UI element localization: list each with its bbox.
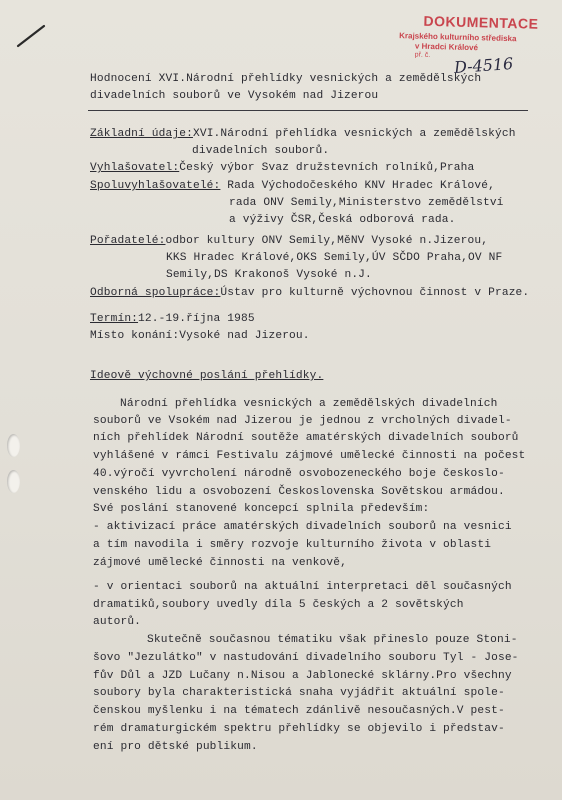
coannouncer-row xyxy=(90,180,495,192)
basic-info-row xyxy=(90,128,516,140)
cooperation-row xyxy=(90,287,529,299)
stamp-title: DOKUMENTACE xyxy=(423,12,539,32)
paragraph-line: rém dramaturgickém spektru přehlídky se objevilo i představ- xyxy=(93,723,505,735)
bullet-line: autorů. xyxy=(93,616,142,628)
paragraph-line: ení pro dětské publikum. xyxy=(93,741,258,753)
title-divider xyxy=(88,110,528,111)
stamp-line: př. č. xyxy=(414,51,431,59)
paragraph-line: Své poslání stanovené koncepcí splnila především: xyxy=(93,503,430,515)
paragraph-line: venského lidu a osvobození Československa Sovětskou armádou. xyxy=(93,486,505,498)
bullet-line: zájmové umělecké činnosti na venkově, xyxy=(93,557,347,569)
basic-info-value: XVI.Národní přehlídka vesnických a zemědělských xyxy=(192,128,516,140)
paragraph-line: 40.výročí vyvrcholení národně osvobozeneckého boje českoslo- xyxy=(93,468,505,480)
organizer-value: odbor kultury ONV Semily,MěNV Vysoké n.Jizerou, xyxy=(165,235,489,247)
section-heading: Ideově výchovné poslání přehlídky. xyxy=(90,370,324,382)
stamp-line: v Hradci Králové xyxy=(414,41,479,53)
date-value: 12.-19.října 1985 xyxy=(138,313,255,325)
coannouncer-value: Rada Východočeského KNV Hradec Králové, xyxy=(220,180,495,192)
announcer-row xyxy=(90,162,474,174)
organizer-label: Pořadatelé: xyxy=(90,235,166,247)
bullet-line: - aktivizací práce amatérských divadelních souborů na vesnici xyxy=(93,521,512,533)
bullet-line: - v orientaci souborů na aktuální interpretaci děl současných xyxy=(93,581,512,593)
cooperation-value: Ústav pro kulturně výchovnou činnost v Praze. xyxy=(220,287,530,299)
coannouncer-value-cont: a výživy ČSR,Česká odborová rada. xyxy=(229,214,456,226)
paragraph-line: vyhlášené v rámci Festivalu zájmové umělecké činnosti na počest xyxy=(93,450,526,462)
place-label: Místo konání: xyxy=(90,330,180,342)
coannouncer-label: Spoluvyhlašovatelé: xyxy=(90,180,221,192)
document-title-line: divadelních souborů ve Vysokém nad Jizerou xyxy=(90,90,379,102)
paragraph-line: souborů ve Vsokém nad Jizerou je jednou z vrcholných divadel- xyxy=(93,415,512,427)
bullet-line: dramatiků,soubory uvedly díla 5 českých a 2 sovětských xyxy=(93,599,464,611)
date-row xyxy=(90,313,255,325)
paragraph-line: fův Důl a JZD Lučany n.Nisou a Jablonecké sklárny.Pro všechny xyxy=(93,670,512,682)
paragraph-line: šovo "Jezulátko" v nastudování divadelního souboru Tyl - Jose- xyxy=(93,652,519,664)
place-value: Vysoké nad Jizerou. xyxy=(179,330,310,342)
stamp-line: Krajského kulturního střediska xyxy=(399,31,517,44)
date-label: Termín: xyxy=(90,313,139,325)
place-row xyxy=(90,330,310,342)
punch-hole xyxy=(7,470,20,493)
announcer-label: Vyhlašovatel: xyxy=(90,162,180,174)
coannouncer-value-cont: rada ONV Semily,Ministerstvo zemědělství xyxy=(229,197,504,209)
bullet-line: a tím navodila i směry rozvoje kulturního života v oblasti xyxy=(93,539,492,551)
paragraph-line: Národní přehlídka vesnických a zemědělských divadelních xyxy=(120,398,498,410)
paragraph-line: Skutečně současnou tématiku však přineslo pouze Stoni- xyxy=(147,634,518,646)
cooperation-label: Odborná spolupráce: xyxy=(90,287,221,299)
organizer-row xyxy=(90,235,488,247)
paragraph-line: soubory byla charakteristická snaha vyjádřit aktuální spole- xyxy=(93,687,505,699)
paragraph-line: ních přehlídek Národní soutěže amatérských divadelních souborů xyxy=(93,432,519,444)
organizer-value-cont: Semily,DS Krakonoš Vysoké n.J. xyxy=(166,269,372,281)
announcer-value: Český výbor Svaz družstevních rolníků,Praha xyxy=(179,162,475,174)
basic-info-label: Základní údaje: xyxy=(90,128,193,140)
handwritten-document-number: D-4516 xyxy=(453,53,514,78)
document-title-line: Hodnocení XVI.Národní přehlídky vesnických a zemědělských xyxy=(90,73,482,85)
paragraph-line: čenskou myšlenku i na tématech zdánlivě nesoučasných.V pest- xyxy=(93,705,505,717)
organizer-value-cont: KKS Hradec Králové,OKS Semily,ÚV SČDO Praha,OV NF xyxy=(166,252,503,264)
punch-hole xyxy=(7,434,20,457)
basic-info-value-cont: divadelních souborů. xyxy=(192,145,330,157)
pencil-mark-icon xyxy=(16,22,48,50)
